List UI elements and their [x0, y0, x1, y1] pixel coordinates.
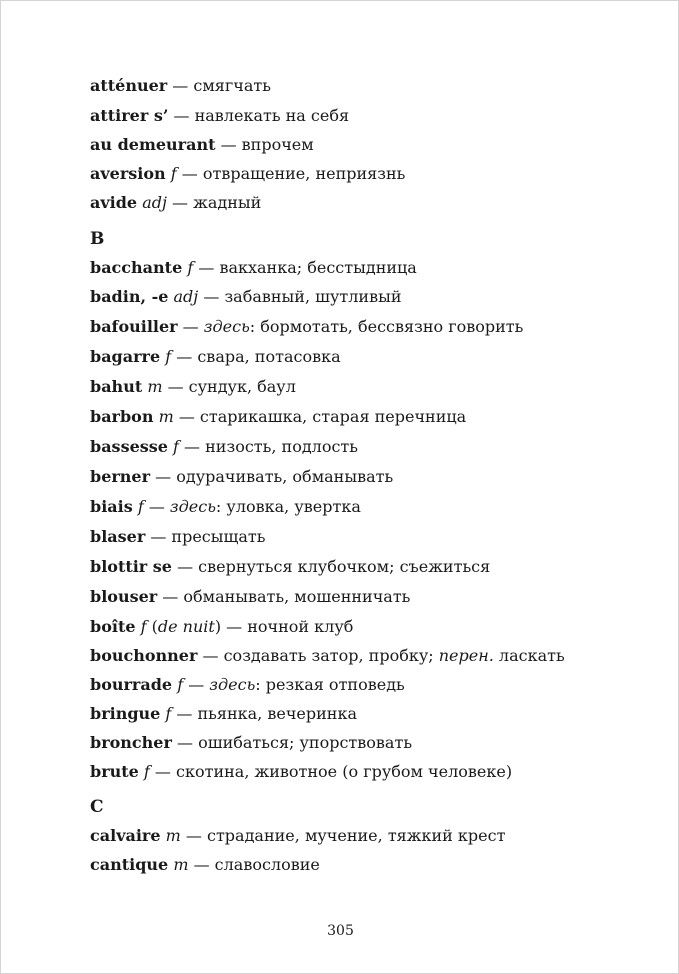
definition-text: : резкая отповедь: [255, 675, 405, 694]
definition-text: — свернуться клубочком; съежиться: [171, 557, 491, 576]
grammar-note: здесь: [209, 675, 256, 694]
definition-text: — вакханка; бесстыдница: [193, 258, 417, 277]
section-letter: C: [90, 797, 104, 817]
headword: berner: [90, 467, 151, 486]
headword: boîte: [90, 617, 136, 636]
glossary-entry: [90, 826, 505, 846]
definition-text: — страдание, мучение, тяжкий крест: [180, 826, 506, 845]
grammar-note: f: [143, 762, 150, 781]
definition-text: : бормотать, бессвязно говорить: [249, 317, 524, 336]
definition-text: — скотина, животное (о грубом человеке): [149, 762, 513, 781]
grammar-note: adj: [142, 193, 167, 212]
glossary-entry: [90, 164, 405, 184]
definition-text: —: [143, 497, 170, 516]
headword: brute: [90, 762, 139, 781]
glossary-entry: [90, 762, 512, 782]
glossary-entry: [90, 855, 320, 875]
headword: bringue: [90, 704, 161, 723]
page-number: 305: [327, 923, 354, 939]
headword: barbon: [90, 407, 154, 426]
glossary-entry: [90, 646, 565, 666]
grammar-note: f: [187, 258, 194, 277]
headword: bafouiller: [90, 317, 178, 336]
glossary-entry: [90, 407, 466, 427]
definition-text: — сундук, баул: [162, 377, 296, 396]
headword: bacchante: [90, 258, 183, 277]
grammar-note: m: [165, 826, 181, 845]
grammar-note: m: [158, 407, 174, 426]
headword: blouser: [90, 587, 158, 606]
grammar-note: f: [165, 347, 172, 366]
definition-text: — впрочем: [215, 135, 314, 154]
headword: avide: [90, 193, 138, 212]
headword: atténuer: [90, 76, 168, 95]
definition-text: — обманывать, мошенничать: [157, 587, 411, 606]
definition-text: ) — ночной клуб: [214, 617, 354, 636]
glossary-entry: [90, 377, 296, 397]
glossary-entry: [90, 347, 341, 367]
section-letter: B: [90, 229, 105, 249]
glossary-entry: [90, 193, 261, 213]
headword: blottir se: [90, 557, 172, 576]
glossary-entry: [90, 437, 358, 457]
headword: attirer s’: [90, 106, 169, 125]
headword: bourrade: [90, 675, 173, 694]
glossary-entry: [90, 675, 405, 695]
definition-text: ласкать: [493, 646, 565, 665]
definition-text: (: [146, 617, 158, 636]
glossary-entry: [90, 135, 314, 155]
glossary-entry: [90, 106, 349, 126]
grammar-note: здесь: [169, 497, 216, 516]
headword: badin, -e: [90, 287, 169, 306]
grammar-note: f: [137, 497, 144, 516]
glossary-entry: [90, 733, 412, 753]
grammar-note: f: [140, 617, 147, 636]
headword: biais: [90, 497, 133, 516]
headword: blaser: [90, 527, 146, 546]
headword: calvaire: [90, 826, 161, 845]
definition-text: — низость, подлость: [178, 437, 358, 456]
grammar-note: перен.: [438, 646, 494, 665]
grammar-note: m: [147, 377, 163, 396]
glossary-entry: [90, 557, 490, 577]
headword: cantique: [90, 855, 169, 874]
glossary-entry: [90, 704, 357, 724]
definition-text: — смягчать: [167, 76, 271, 95]
grammar-note: f: [177, 675, 184, 694]
grammar-note: adj: [173, 287, 199, 306]
grammar-note: f: [170, 164, 177, 183]
headword: bassesse: [90, 437, 168, 456]
definition-text: —: [183, 675, 210, 694]
glossary-entry: [90, 467, 393, 487]
headword: bahut: [90, 377, 143, 396]
definition-text: — пресыщать: [145, 527, 266, 546]
grammar-note: f: [165, 704, 172, 723]
definition-text: — забавный, шутливый: [198, 287, 402, 306]
headword: au demeurant: [90, 135, 216, 154]
definition-text: — одурачивать, обманывать: [150, 467, 394, 486]
definition-text: — славословие: [188, 855, 320, 874]
grammar-note: здесь: [203, 317, 250, 336]
glossary-entry: [90, 587, 410, 607]
headword: aversion: [90, 164, 166, 183]
glossary-entry: [90, 258, 417, 278]
definition-text: — отвращение, неприязнь: [176, 164, 406, 183]
definition-text: — пьянка, вечеринка: [171, 704, 357, 723]
definition-text: — свара, потасовка: [171, 347, 341, 366]
definition-text: — ошибаться; упорствовать: [171, 733, 413, 752]
glossary-entry: [90, 317, 523, 337]
definition-text: — создавать затор, пробку;: [197, 646, 439, 665]
grammar-note: f: [173, 437, 179, 456]
glossary-entry: [90, 76, 271, 96]
definition-text: : уловка, увертка: [215, 497, 361, 516]
definition-text: — навлекать на себя: [168, 106, 350, 125]
definition-text: — старикашка, старая перечница: [173, 407, 467, 426]
headword: bagarre: [90, 347, 161, 366]
headword: broncher: [90, 733, 172, 752]
definition-text: —: [177, 317, 204, 336]
glossary-entry: [90, 617, 353, 637]
definition-text: — жадный: [166, 193, 262, 212]
glossary-entry: [90, 287, 402, 307]
grammar-note: m: [173, 855, 189, 874]
glossary-entry: [90, 497, 361, 517]
glossary-entry: [90, 527, 265, 547]
grammar-note: de nuit: [157, 617, 215, 636]
headword: bouchonner: [90, 646, 198, 665]
